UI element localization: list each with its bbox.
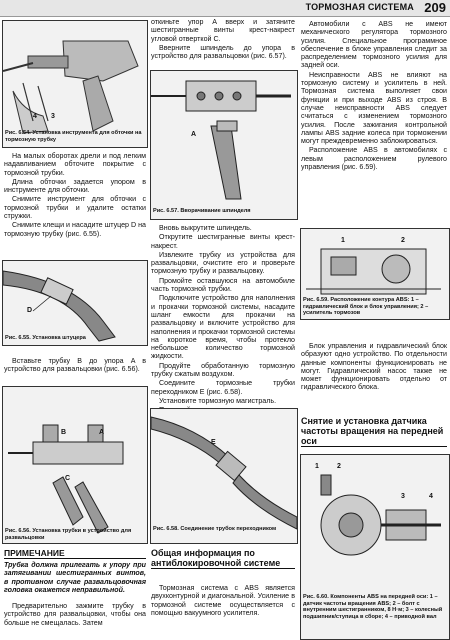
col2-paragraph: Вверните шпиндель до упора в устройство для развальцовки (рис. 6.57).: [151, 43, 295, 61]
fitting-illustration: [3, 261, 147, 345]
fig656-label-b: B: [61, 429, 67, 436]
col1-text-block-3: [4, 602, 146, 628]
abs-general-heading: Общая информация по антиблокировочной системе: [151, 548, 295, 569]
fig658-label-e: E: [211, 439, 216, 446]
col1-paragraph: Снимите инструмент для обточки с тормозной трубки и удалите остатки стружки.: [4, 195, 146, 221]
col2-text-top: [151, 18, 295, 61]
col2-paragraph: Продуйте обработанную тормозную трубку сжатым воздухом.: [151, 361, 295, 379]
adapter-illustration: [151, 409, 297, 543]
spindle-illustration: [151, 71, 297, 219]
col2-paragraph: Установите тормозную магистраль.: [159, 396, 277, 405]
page-number: 209: [424, 0, 446, 15]
col3-paragraph: Блок управления и гидравлический блок образуют одно устройство. По отдельности данные компоненты функционировать не могут. Гидравлический насос также не может функционировать отдельно от гидравлического блока.: [301, 342, 447, 392]
fig654-label-3: 3: [51, 113, 55, 120]
col3-paragraph: Автомобили с ABS не имеют механического регулятора тормозного усилия. Специальное программное обеспечение в блоке управления следит за распределением тормозного усилия для задней оси.: [301, 20, 447, 70]
col2-paragraph: Извлеките трубку из устройства для развальцовки, очистите его и проверьте тормозную трубку и развальцовку.: [151, 250, 295, 276]
figure-6-60: [300, 454, 450, 640]
note-heading: ПРИМЕЧАНИЕ: [4, 548, 146, 559]
figure-6-57: [150, 70, 298, 220]
fig654-caption: Рис. 6.54. Установка инструмента для обточки на тормозную трубку: [5, 130, 142, 143]
fig660-caption: Рис. 6.60. Компоненты ABS на передней оси: 1 – датчик частоты вращения ABS; 2 – болт с внутренним шестигранником, 8 Н·м; 3 – колесный подшипник/ступица в сборе; 4 – приводной вал: [303, 594, 443, 620]
fig658-caption: Рис. 6.58. Соединение трубок переходником: [153, 526, 277, 532]
fig660-label-4: 4: [429, 493, 433, 500]
figure-6-54: [2, 20, 148, 148]
fig660-label-2: 2: [337, 463, 341, 470]
col1-paragraph: Предварительно зажмите трубку в устройство для развальцовки, чтобы она больше не смещалась. Затем: [4, 602, 146, 627]
figure-6-59: [300, 228, 450, 320]
fig660-label-1: 1: [315, 463, 319, 470]
col2-paragraph: Промойте оставшуюся на автомобиле часть тормозной трубки.: [151, 276, 295, 294]
col2-paragraph: откиньте упор A вверх и затяните шестигранные винты крест-накрест угловой отверткой C.: [151, 18, 295, 43]
fig660-label-3: 3: [401, 493, 405, 500]
fig656-label-a: A: [99, 429, 105, 436]
col2-text-main: [151, 224, 295, 416]
fig656-label-c: C: [65, 475, 71, 482]
col2-paragraph: Вновь выкрутите шпиндель.: [159, 224, 252, 232]
col2-paragraph: Тормозная система с ABS является двухконтурной и диагональной. Усиление в тормозной системе осуществляется с помощью вакуумного усилителя.: [151, 584, 295, 617]
figure-6-55: [2, 260, 148, 346]
col2-paragraph: Открутите шестигранные винты крест-накрест.: [151, 233, 295, 250]
fig656-caption: Рис. 6.56. Установка трубки в устройство для развальцовки: [5, 528, 132, 541]
fig654-label-4: 4: [33, 113, 37, 120]
col3-text-middle: [301, 342, 447, 393]
col1-paragraph: На малых оборотах дрели и под легким надавливанием обточите покрытие с тормозной трубки.: [4, 152, 146, 177]
fig657-label-a: A: [191, 131, 197, 138]
col2-section-text: [151, 584, 295, 618]
page-header: [0, 0, 450, 17]
col2-paragraph: Соедините тормозные трубки переходником E (рис. 6.58).: [151, 379, 295, 396]
col1-paragraph: Длина обточки задается упором в инструменте для обточки.: [4, 177, 146, 195]
note-text: Трубка должна прилегать к упору при затягивании шестигранных винтов, в противном случае развальцовочная головка окажется неправильной.: [4, 561, 146, 594]
col3-text-top: [301, 20, 447, 172]
col1-text-block-1: [4, 152, 146, 239]
fig655-caption: Рис. 6.55. Установка штуцера: [5, 335, 86, 341]
fig659-label-1: 1: [341, 237, 345, 244]
fig657-caption: Рис. 6.57. Вворачивание шпинделя: [153, 208, 251, 214]
col1-paragraph: Вставьте трубку B до упора A в устройство для развальцовки (рис. 6.56).: [4, 357, 146, 374]
fig655-label-d: D: [27, 307, 33, 314]
fig659-label-2: 2: [401, 237, 405, 244]
drill-illustration: [3, 21, 147, 147]
flaring-tool-illustration: [3, 387, 147, 543]
figure-6-58: [150, 408, 298, 544]
figure-6-56: [2, 386, 148, 544]
col3-paragraph: Неисправности ABS не влияют на тормозную систему и усилитель в ней. Тормозная система выполняет свои функции и при выходе ABS из строя. В случае неисправности ABS следует считаться с изменением тормозного усилия. После зажигания контрольной лампы ABS задние колеса при торможении могут преждевременно заблокироваться.: [301, 70, 447, 146]
fig659-caption: Рис. 6.59. Расположение контура ABS: 1 – гидравлический блок и блок управления; 2 – усилитель тормозов: [303, 297, 429, 317]
sensor-removal-heading: Снятие и установка датчика частоты вращения на передней оси: [301, 416, 447, 447]
col2-paragraph: Подключите устройство для наполнения и прокачки тормозной системы, насадите шланг емкости для прокачки на развальцовку и включите устройство для наполнения и прокачки тормозной системы на короткое время, чтобы протекло небольшое количество тормозной жидкости.: [151, 294, 295, 361]
col1-text-block-2: [4, 357, 146, 375]
col3-paragraph: Расположение ABS в автомобилях с левым расположением рулевого управления (рис. 6.59).: [301, 146, 447, 172]
header-title: ТОРМОЗНАЯ СИСТЕМА: [305, 2, 414, 12]
col1-paragraph: Снимите клещи и насадите штуцер D на тормозную трубку (рис. 6.55).: [4, 221, 146, 238]
